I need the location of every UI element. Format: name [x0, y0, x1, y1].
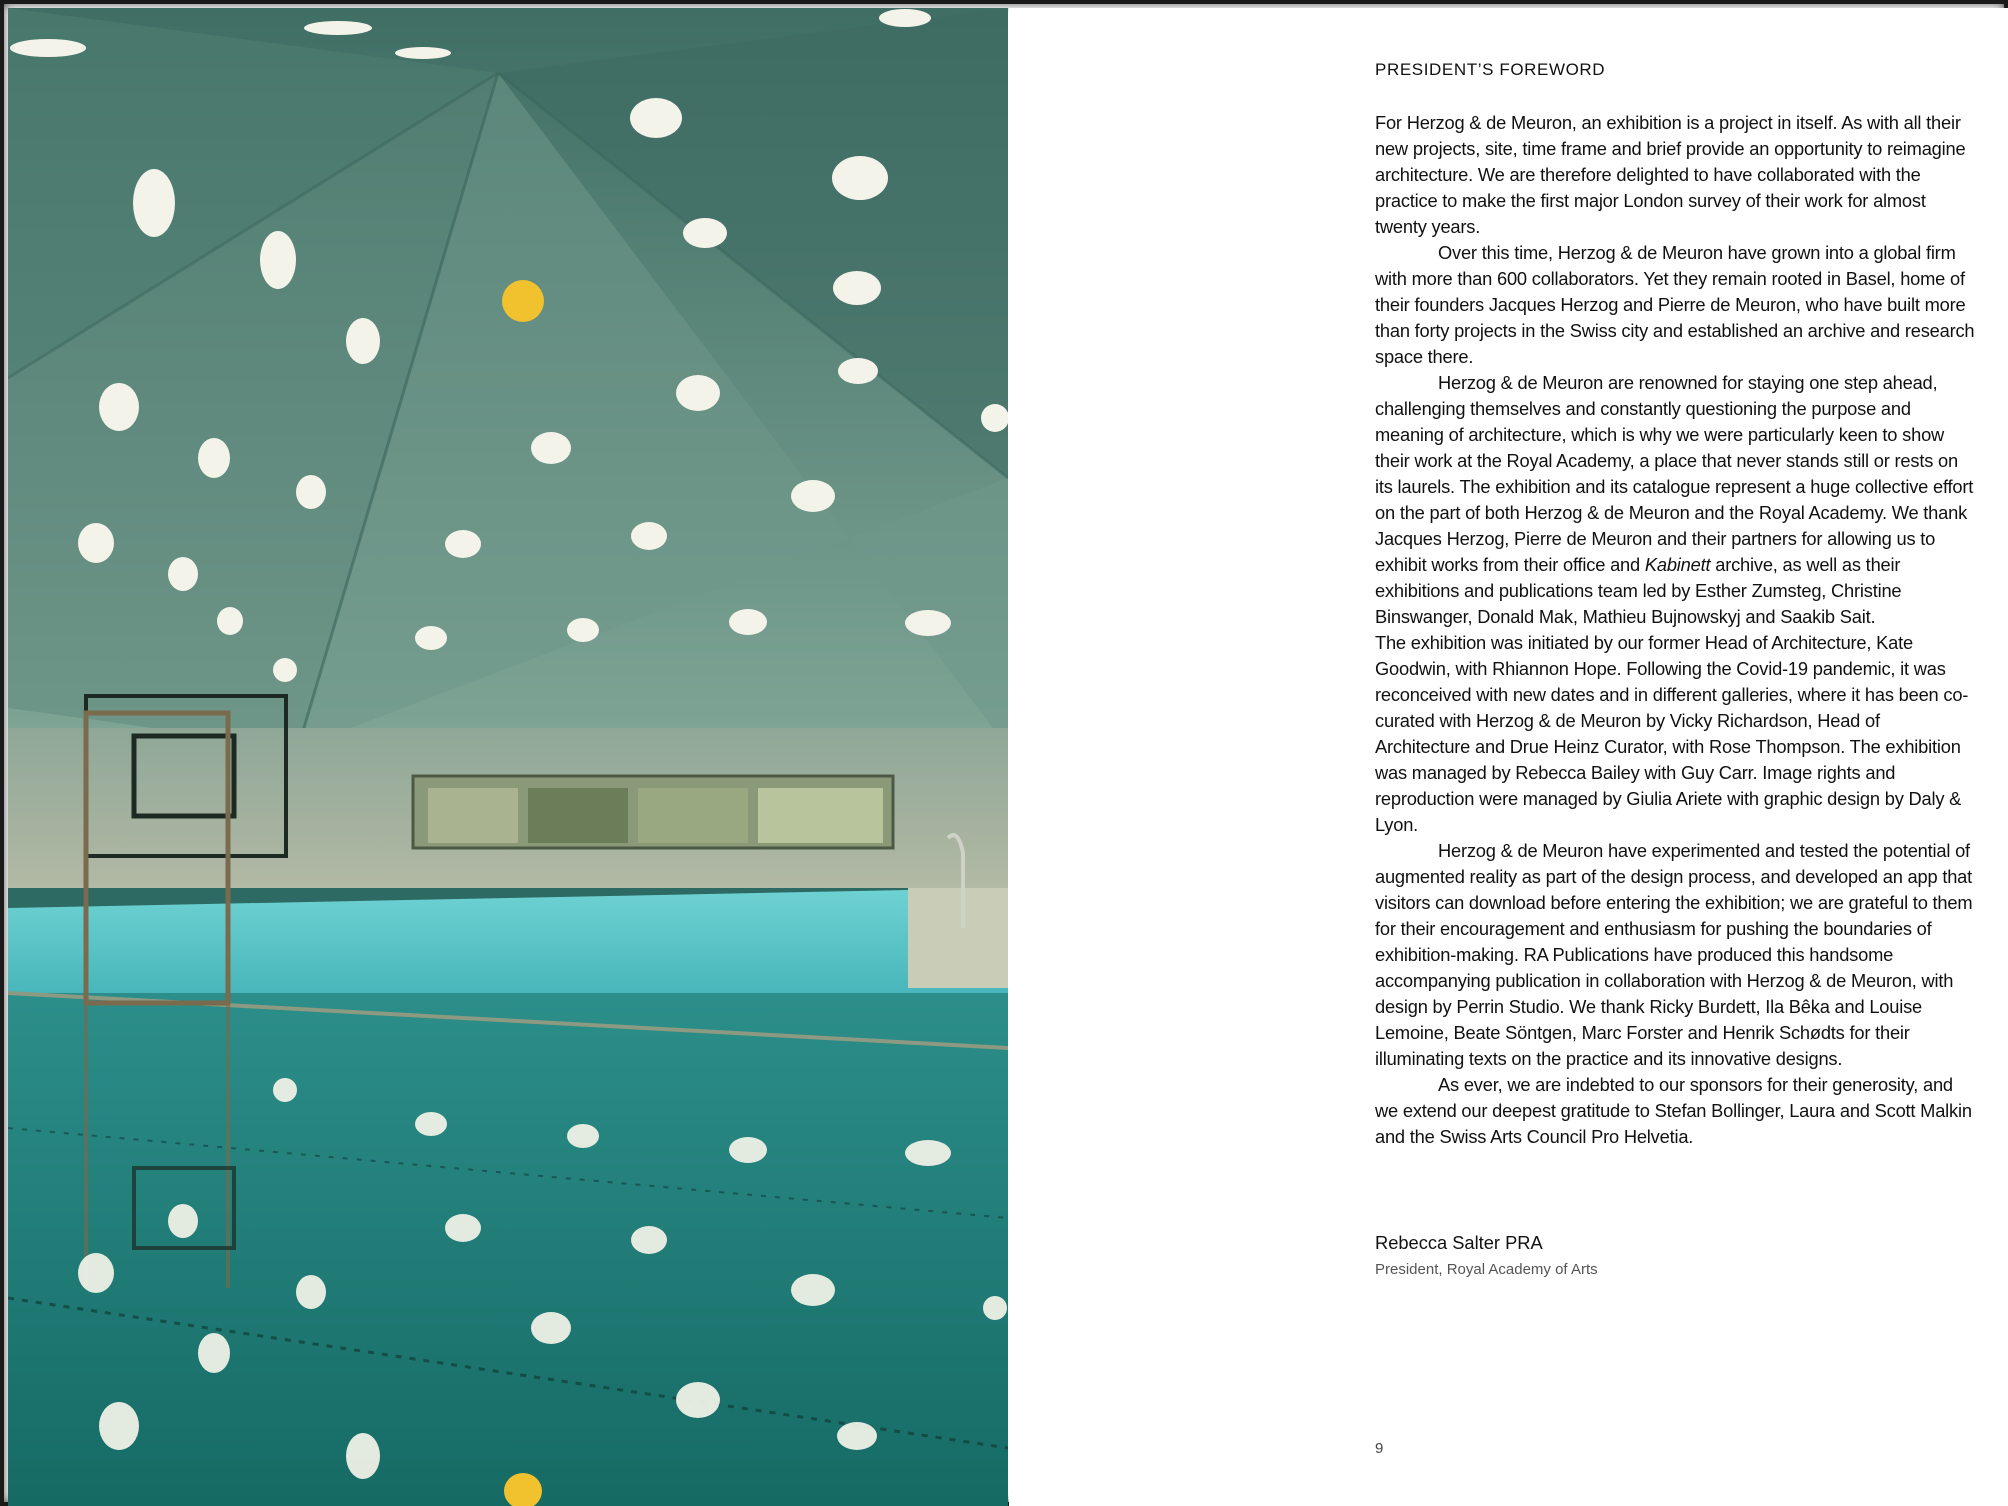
paragraph-text: archive, as well as their exhibitions and publications team led by Esther Zumsteg, Christine Binswanger, Donald Mak, Mathieu Bujnowskyj and Saakib Sait.: [1375, 554, 1902, 627]
italic-term: Kabinett: [1644, 554, 1711, 575]
paragraph: Herzog & de Meuron have experimented and tested the potential of augmented reality as part of the design process, and developed an app that visitors can download before entering the exhibition; we are grateful to them for their encouragement and enthusiasm for pushing the boundaries of exhibition-making. RA Publications have produced this handsome accompanying publication in collaboration with Herzog & de Meuron, with design by Perrin Studio. We thank Ricky Burdett, Ila Bêka and Louise Lemoine, Beate Söntgen, Marc Forster and Henrik Schødts for their illuminating texts on the practice and its innovative designs.: [1375, 840, 1973, 1069]
pool-photograph: [8, 8, 1008, 1506]
page-heading: PRESIDENT’S FOREWORD: [1375, 60, 1606, 79]
signature-name: Rebecca Salter PRA: [1375, 1232, 1543, 1253]
foreword-body: [1375, 110, 1975, 1150]
indoor-pool-illustration: [8, 8, 1008, 1506]
paragraph: For Herzog & de Meuron, an exhibition is a project in itself. As with all their new projects, site, time frame and brief provide an opportunity to reimagine architecture. We are therefore delighted to have collaborated with the practice to make the first major London survey of their work for almost twenty years.: [1375, 112, 1966, 237]
paragraph: [1375, 370, 1975, 630]
foreword-page: [1009, 8, 2008, 1506]
pool-deck: [908, 888, 1008, 988]
paragraph: Over this time, Herzog & de Meuron have grown into a global firm with more than 600 collaborators. Yet they remain rooted in Basel, home of their founders Jacques Herzog and Pierre de Meuron, who have built more than forty projects in the Swiss city and established an archive and research space there.: [1375, 242, 1975, 367]
signature-title: President, Royal Academy of Arts: [1375, 1261, 1598, 1278]
paragraph: As ever, we are indebted to our sponsors for their generosity, and we extend our deepest gratitude to Stefan Bollinger, Laura and Scott Malkin and the Swiss Arts Council Pro Helvetia.: [1375, 1074, 1972, 1147]
yellow-skylight: [502, 280, 544, 322]
paragraph-text: Herzog & de Meuron are renowned for staying one step ahead, challenging themselves and constantly questioning the purpose and meaning of architecture, which is why we were particularly keen to show their work at the Royal Academy, a place that never stands still or rests on its laurels. The exhibition and its catalogue represent a huge collective effort on the part of both Herzog & de Meuron and the Royal Academy. We thank Jacques Herzog, Pierre de Meuron and their partners for allowing us to exhibit works from their office and: [1375, 372, 1974, 575]
paragraph: The exhibition was initiated by our former Head of Architecture, Kate Goodwin, with Rhiannon Hope. Following the Covid-19 pandemic, it was reconceived with new dates and in different galleries, where it has been co-curated with Herzog & de Meuron by Vicky Richardson, Head of Architecture and Drue Heinz Curator, with Rose Thompson. The exhibition was managed by Rebecca Bailey with Guy Carr. Image rights and reproduction were managed by Giulia Ariete with graphic design by Daly & Lyon.: [1375, 632, 1969, 835]
page-number: 9: [1375, 1440, 1384, 1457]
